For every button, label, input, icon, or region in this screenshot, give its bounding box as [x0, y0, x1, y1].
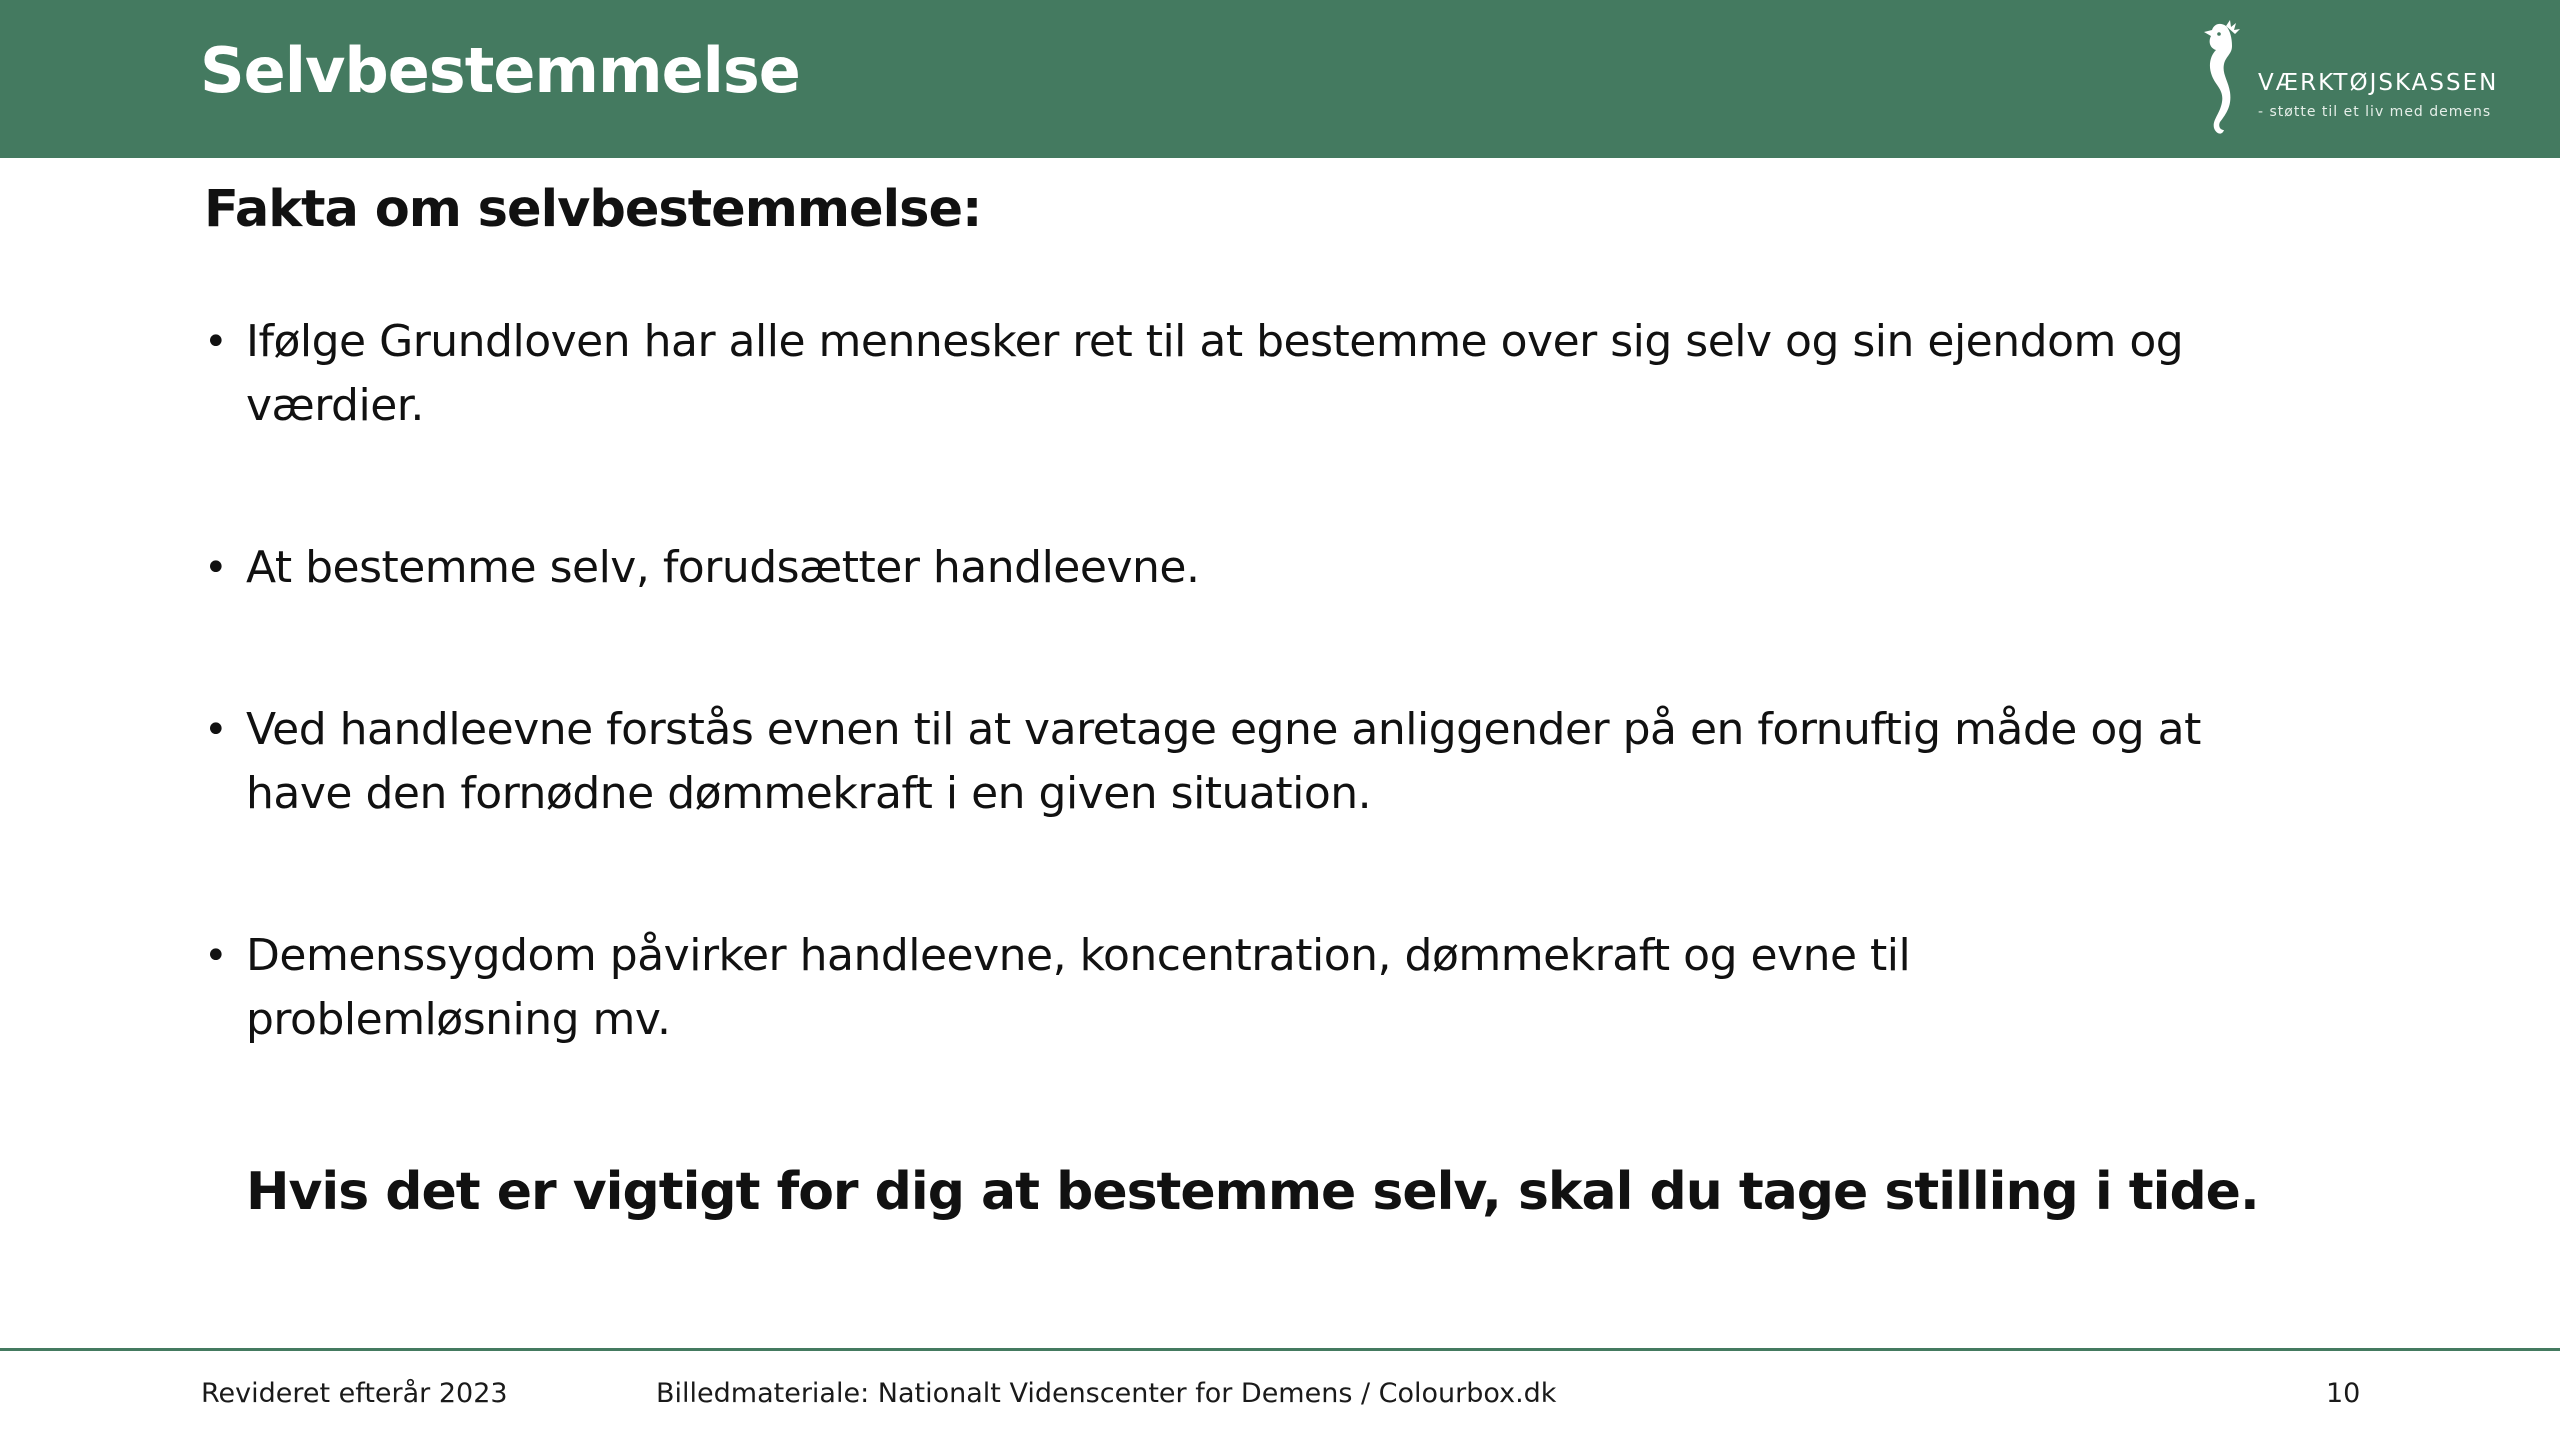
bullet-item	[204, 310, 2204, 438]
bullet-text: Ifølge Grundloven har alle mennesker ret til at bestemme over sig selv og sin ejendom og værdier.	[246, 316, 2184, 431]
page-number: 10	[2326, 1378, 2361, 1409]
slide-title: Selvbestemmelse	[200, 34, 800, 107]
bullet-item	[204, 536, 2204, 600]
footer-revised: Revideret efterår 2023	[201, 1378, 508, 1409]
bullet-dot: •	[204, 933, 228, 979]
logo-name: VÆRKTØJSKASSEN	[2258, 70, 2499, 96]
bullet-text: At bestemme selv, forudsætter handleevne.	[246, 542, 1200, 593]
bullet-text: Ved handleevne forstås evnen til at varetage egne anliggender på en fornuftig måde og at have den fornødne dømmekraft i en given situation.	[246, 704, 2201, 819]
bullet-dot: •	[204, 545, 228, 591]
footer-credits: Billedmateriale: Nationalt Videnscenter for Demens / Colourbox.dk	[656, 1378, 1557, 1409]
bullet-dot: •	[204, 319, 228, 365]
bullet-item	[204, 924, 2204, 1052]
section-heading: Fakta om selvbestemmelse:	[204, 180, 982, 239]
bullet-text: Demenssygdom påvirker handleevne, koncentration, dømmekraft og evne til problemløsning mv.	[246, 930, 1911, 1045]
logo	[2196, 18, 2536, 142]
bullet-list	[204, 310, 2204, 1052]
header-bar	[0, 0, 2560, 158]
seahorse-logo-icon	[2196, 18, 2252, 142]
bullet-item	[204, 698, 2204, 826]
conclusion-statement: Hvis det er vigtigt for dig at bestemme selv, skal du tage stilling i tide.	[246, 1162, 2259, 1222]
logo-tagline: - støtte til et liv med demens	[2258, 104, 2492, 120]
bullet-dot: •	[204, 707, 228, 753]
footer-divider	[0, 1348, 2560, 1351]
